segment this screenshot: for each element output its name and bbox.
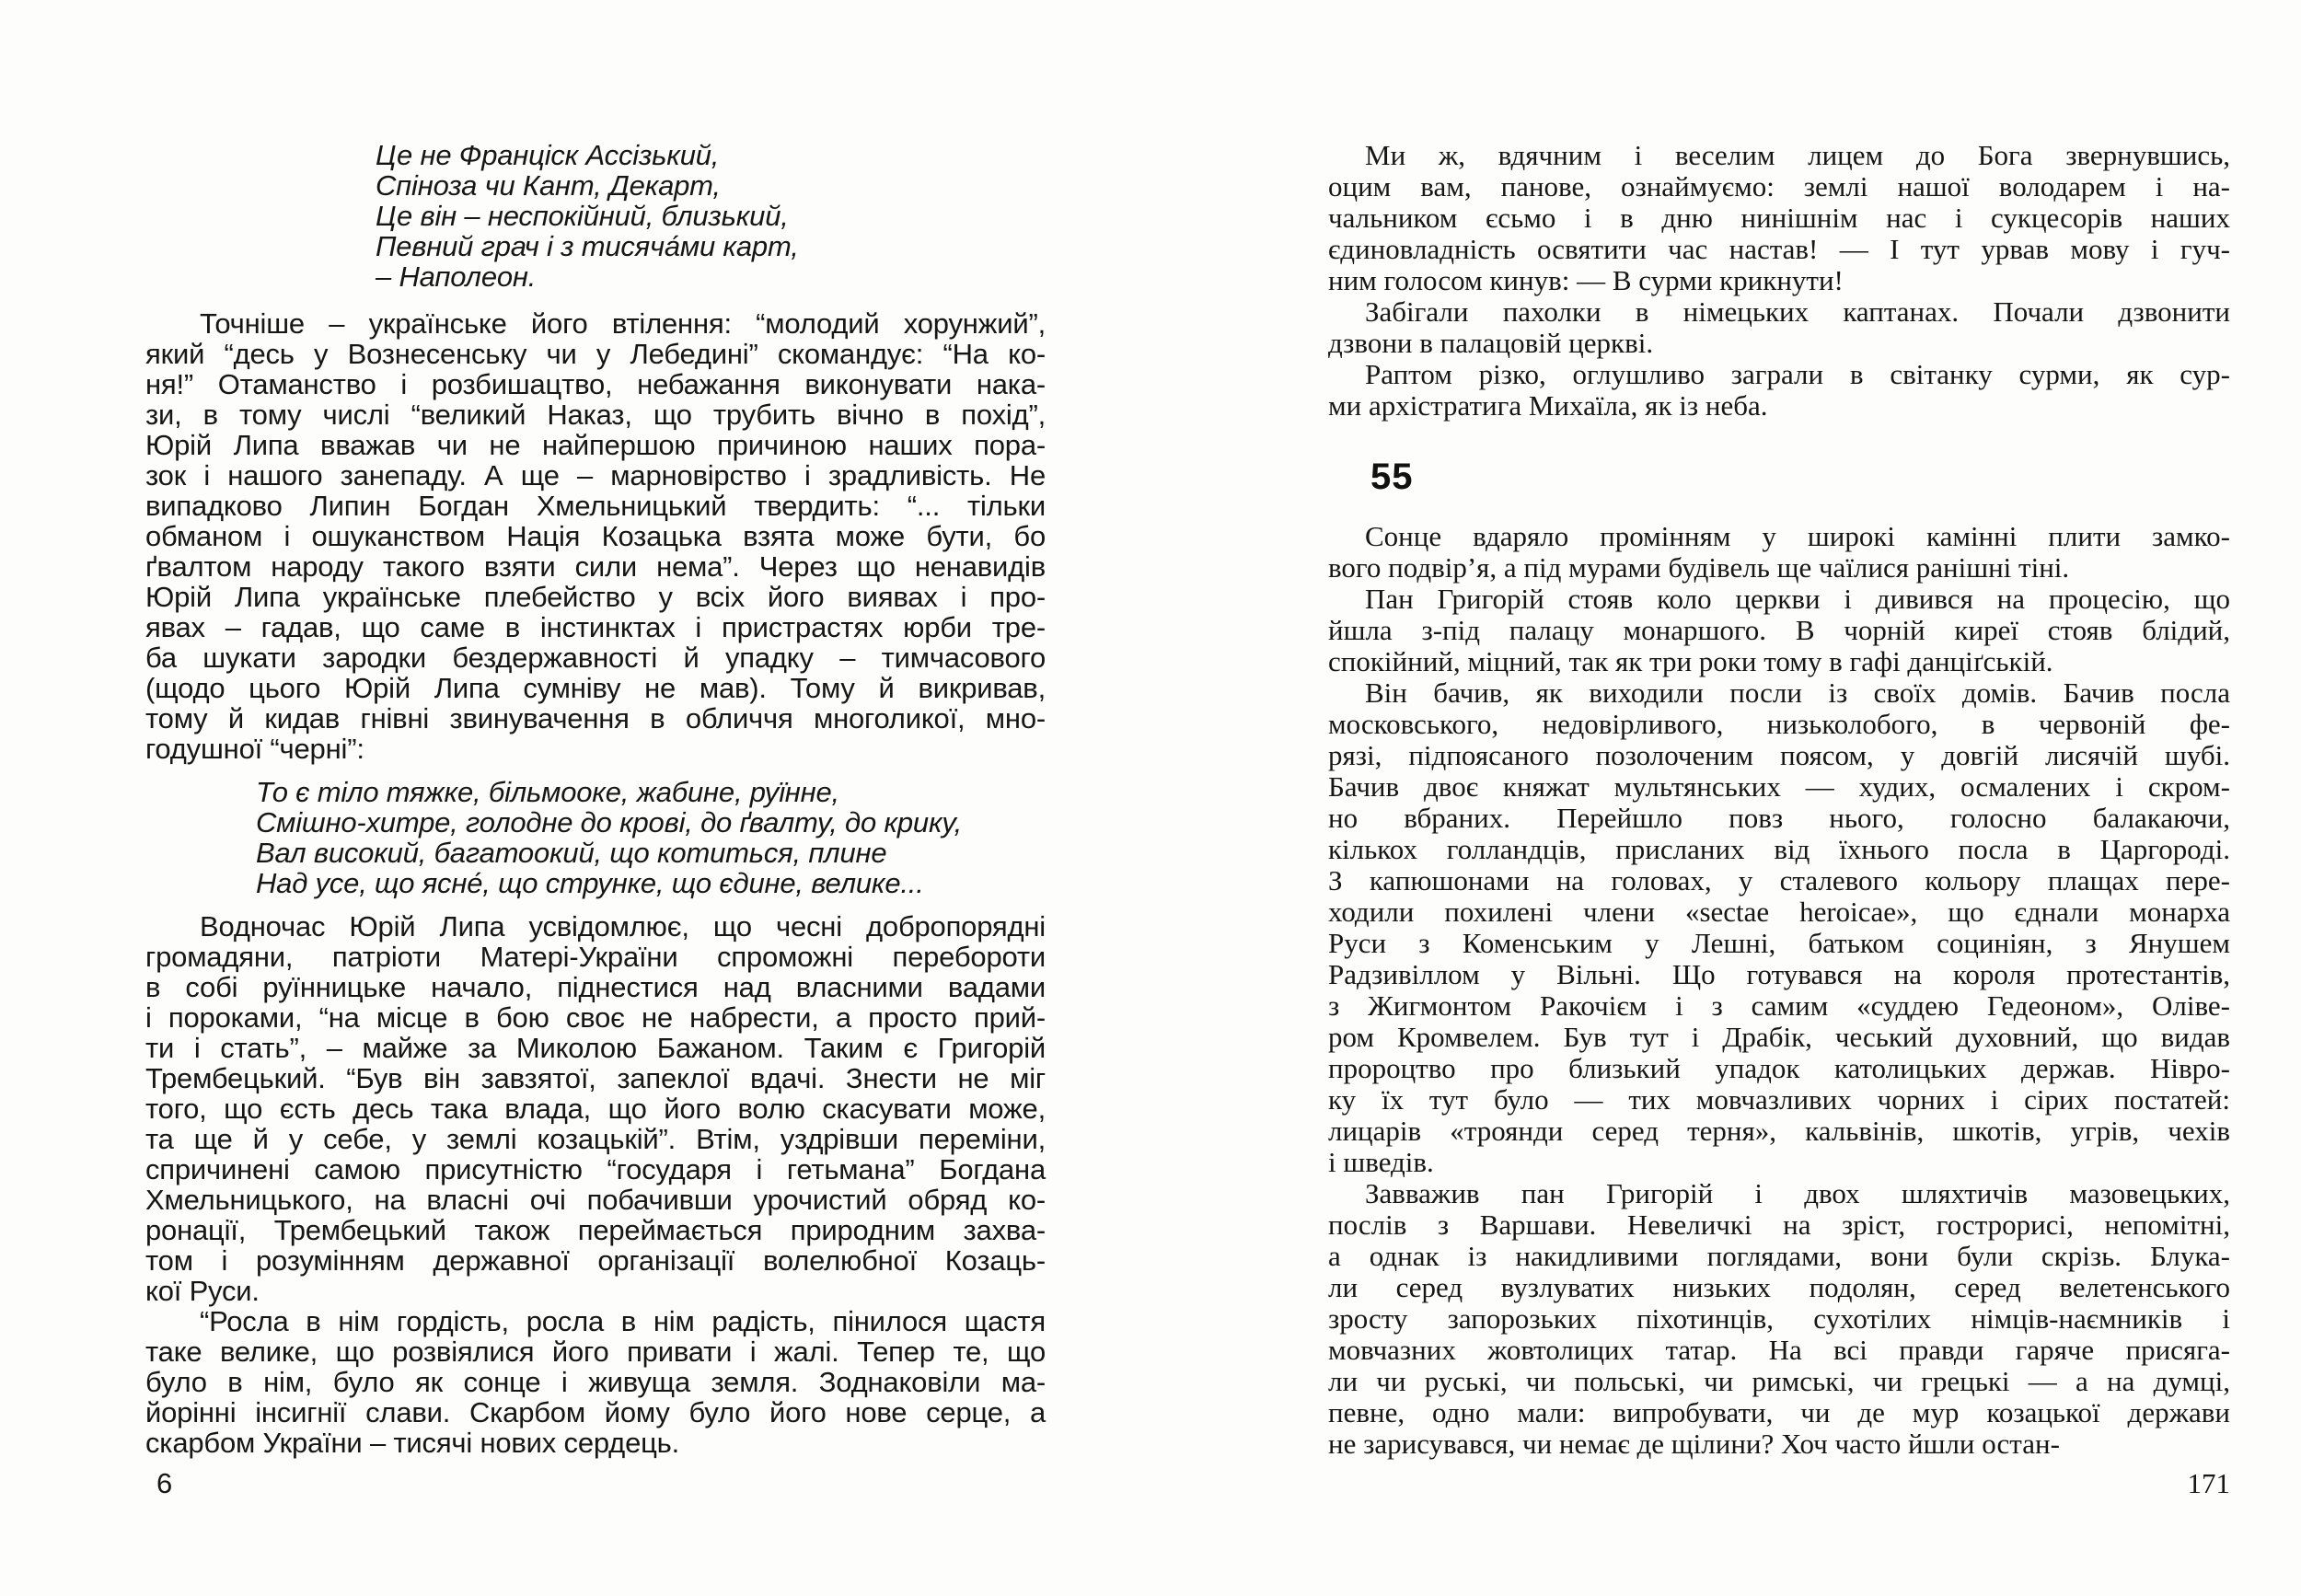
chapter-number-heading: 55 xyxy=(1370,457,1414,497)
right-paragraph-2: Забігали пахолки в німецьких каптанах. Почали дзвонити дзвони в палацовій церкві. xyxy=(1328,295,2230,359)
right-paragraph-4: Сонце вдаряло промінням у широкі камінні плити замко- вого подвір’я, а під мурами будівель ще чаїлися ранішні тіні. xyxy=(1328,520,2230,584)
right-paragraph-7: Завважив пан Григорій і двох шляхтичів мазовецьких, послів з Варшави. Невеличкі на зріст, гострорисі, непомітні, а однак із накидливими поглядами, вони були скрізь. Блука- ли серед вузлуватих низьких подолян, серед велетенського зросту запорозьких піхотинців, сухотілих німців-наємників і мовчазних жовтолицих татар. На всі правди гаряче присяга- ли чи руські, чи польські, чи римські, чи грецькі — а на думці, певне, одно мали: випробувати, чи де мур козацької держави не зарисувався, чи немає де щілини? Хоч часто йшли остан- xyxy=(1328,1177,2230,1460)
page-number-right: 171 xyxy=(2187,1467,2230,1499)
epigraph-poem: Це не Франціск Ассізький, Спіноза чи Кант, Декарт, Це він – неспокійний, близький, Певний грач і з тисяча́ми карт, – Наполеон. xyxy=(376,139,799,293)
right-paragraph-5: Пан Григорій стояв коло церкви і дивився на процесію, що йшла з-під палацу монаршого. В чорній киреї стояв блідий, спокійний, міцний, так як три роки тому в гафі данціґській. xyxy=(1328,583,2230,677)
left-paragraph-1: Точніше – українське його втілення: “молодий хорунжий”, який “десь у Вознесенську чи у Лебедині” скомандує: “На ко- ня!” Отаманство і розбишацтво, небажання виконувати нака- зи, в тому числі “великий Наказ, що трубить вічно в похід”, Юрій Липа вважав чи не найпершою причиною наших пора- зок і нашого занепаду. А ще – марновірство і зрадливість. Не випадково Липин Богдан Хмельницький твердить: “... тільки обманом і ошуканством Нація Козацька взята може бути, бо ґвалтом народу такого взяти сили нема”. Через що ненавидів Юрій Липа українське плебейство у всіх його виявах і про- явах – гадав, що саме в інстинктах і пристрастях юрби тре- ба шукати зародки бездержавності й упадку – тимчасового (щодо цього Юрій Липа сумніву не мав). Тому й викривав, тому й кидав гнівні звинувачення в обличчя многоликої, мно- годушної “черні”: xyxy=(145,307,1046,765)
page-number-left: 6 xyxy=(156,1467,173,1499)
right-paragraph-3: Раптом різко, оглушливо заграли в світанку сурми, як сур- ми архістратига Михаїла, як із неба. xyxy=(1328,358,2230,422)
quoted-poem: То є тіло тяжке, більмооке, жабине, руїнне, Смішно-хитре, голодне до крові, до ґвалту, до крику, Вал високий, багатоокий, що котиться, плине Над усе, що ясне́, що струнке, що єдине, велике... xyxy=(256,776,963,899)
left-paragraph-2: Водночас Юрій Липа усвідомлює, що чесні добропорядні громадяни, патріоти Матері-України спроможні перебороти в собі руїнницьке начало, піднестися над власними вадами і пороками, “на місце в бою своє не набрести, а просто прий- ти і стать”, – майже за Миколою Бажаном. Таким є Григорій Трембецький. “Був він завзятої, запеклої вдачі. Знести не міг того, що єсть десь така влада, що його волю скасувати може, та ще й у себе, у землі козацькій”. Втім, уздрівши переміни, спричинені самою присутністю “государя і гетьмана” Богдана Хмельницького, на власні очі побачивши урочистий обряд ко- ронації, Трембецький також переймається природним захва- том і розумінням державної організації волелюбної Козаць- кої Руси. xyxy=(145,910,1046,1307)
left-paragraph-3: “Росла в нім гордість, росла в нім радість, пінилося щастя таке велике, що розвіялися його привати і жалі. Тепер те, що було в нім, було як сонце і живуща земля. Зоднаковіли ма- йорінні інсигнії слави. Скарбом йому було його нове серце, а скарбом України – тисячі нових сердець. xyxy=(145,1305,1046,1459)
right-paragraph-1: Ми ж, вдячним і веселим лицем до Бога звернувшись, оцим вам, панове, ознаймуємо: землі нашої володарем і на- чальником єсьмо і в дню нинішнім нас і сукцесорів наших єдиновладність освятити час настав! — І тут урвав мову і гуч- ним голосом кинув: — В сурми крикнути! xyxy=(1328,139,2230,296)
left-page xyxy=(145,140,1046,1458)
right-page xyxy=(1328,140,2230,1460)
right-paragraph-6: Він бачив, як виходили посли із своїх домів. Бачив посла московського, недовірливого, низьколобого, в червоній фе- рязі, підпоясаного позолоченим поясом, у довгій лисячій шубі. Бачив двоє княжат мультянських — худих, осмалених і скром- но вбраних. Перейшло повз нього, голосно балакаючи, кількох голландців, присланих від їхнього посла в Царгороді. З капюшонами на головах, у сталевого кольору плащах пере- ходили похилені члени «sectae heroicae», що єднали монарха Руси з Коменським у Лешні, батьком социніян, з Янушем Радзивіллом у Вільні. Що готувався на короля протестантів, з Жигмонтом Ракочієм і з самим «суддею Гедеоном», Оліве- ром Кромвелем. Був тут і Драбік, чеський духовний, що видав пророцтво про близький упадок католицьких держав. Нівро- ку їх тут було — тих мовчазливих чорних і сірих постатей: лицарів «троянди серед терня», кальвінів, шкотів, угрів, чехів і шведів. xyxy=(1328,677,2230,1178)
